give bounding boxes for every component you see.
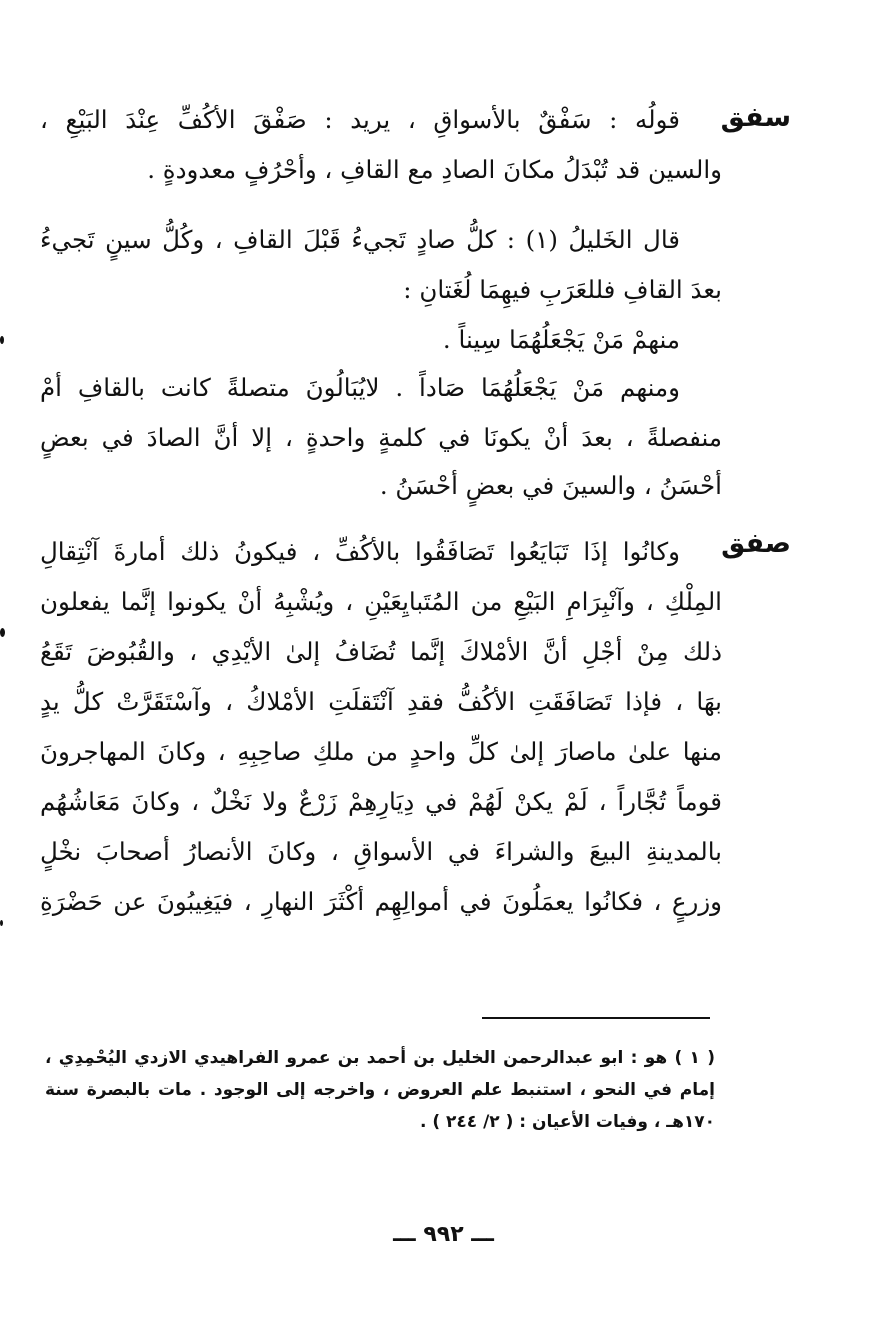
entry1-line-1: قولُه : سَفْقٌ بالأسواقِ ، يريد : صَفْقَ الأكُفِّ عِنْدَ البَيْعِ ، — [40, 105, 680, 134]
quote-line-3: منهمْ مَنْ يَجْعَلُهُمَا سِيناً . — [442, 325, 680, 354]
quote-line-6: أحْسَنُ ، والسينَ في بعضٍ أحْسَنُ . — [379, 471, 722, 500]
footnote-line-3: ١٧٠هـ ، وفيات الأعيان : ( ٢/ ٢٤٤ ) . — [419, 1112, 715, 1132]
entry2-line-7: بالمدينةِ البيعَ والشراءَ في الأسواقِ ، وكانَ الأنصارُ أصحابَ نخْلٍ — [40, 837, 722, 866]
quote-line-1: قال الخَليلُ (١) : كلُّ صادٍ تَجيءُ قَبْلَ القافِ ، وكُلُّ سينٍ تَجيءُ — [40, 225, 681, 254]
entry2-line-1: وكانُوا إذَا تَبَايَعُوا تَصَافَقُوا بالأكُفِّ ، فيكونُ ذلك أمارةَ آنْتِقالِ — [40, 537, 680, 566]
footnote-line-1: ( ١ ) هو : ابو عبدالرحمن الخليل بن أحمد بن عمرو الفراهيدي الازدي اليُحْمِدِي ، — [45, 1048, 715, 1068]
scan-speck — [0, 628, 5, 637]
footnote-separator — [482, 1017, 710, 1019]
quote-line-2: بعدَ القافِ فللعَرَبِ فيهِمَا لُغَتانِ : — [403, 275, 722, 304]
entry2-line-8: وزرعٍ ، فكانُوا يعمَلُونَ في أموالِهِم أكْثَرَ النهارِ ، فيَغِيبُونَ عن حَضْرَةِ — [40, 887, 722, 916]
page-number: ـــ ٩٩٢ ـــ — [393, 1222, 494, 1247]
entry1-line-2: والسين قد تُبْدَلُ مكانَ الصادِ مع القافِ ، وأحْرُفٍ معدودةٍ . — [147, 155, 722, 184]
entry2-line-2: المِلْكِ ، وآنْبِرَامِ البَيْعِ من المُتَبايِعَيْنِ ، ويُشْبِهُ أنْ يكونوا إنَّما يفعلون — [40, 587, 722, 616]
scan-speck — [0, 336, 4, 344]
entry2-line-5: منها علىٰ ماصارَ إلىٰ كلِّ واحدٍ من ملكِ صاحِبِهِ ، وكانَ المهاجرونَ — [40, 737, 722, 766]
quote-line-4: ومنهم مَنْ يَجْعَلُهُمَا صَاداً . لايُبَالُونَ متصلةً كانت بالقافِ أمْ — [40, 373, 680, 402]
scan-speck — [0, 920, 3, 926]
footnote-line-2: إمام في النحو ، استنبط علم العروض ، واخرجه إلى الوجود . مات بالبصرة سنة — [45, 1080, 715, 1100]
headword-safq-sad: صفق — [721, 528, 791, 559]
quote-line-5: منفصلةً ، بعدَ أنْ يكونَا في كلمةٍ واحدةٍ ، إلا أنَّ الصادَ في بعضٍ — [40, 423, 722, 452]
entry2-line-4: بهَا ، فإذا تَصَافَقَتِ الأكُفُّ فقدِ آنْتَقلَتِ الأمْلاكُ ، وآسْتَقَرَّتْ كلُّ يدٍ — [40, 687, 722, 716]
entry2-line-6: قوماً تُجَّاراً ، لَمْ يكنْ لَهُمْ في دِيَارِهِمْ زَرْعٌ ولا نَخْلٌ ، وكانَ مَعَاشُهُم — [40, 787, 722, 816]
entry2-line-3: ذلك مِنْ أجْلِ أنَّ الأمْلاكَ إنَّما تُضَافُ إلىٰ الأيْدِي ، والقُبُوضَ تَقَعُ — [40, 637, 722, 666]
headword-safq-sin: سفق — [720, 102, 791, 133]
